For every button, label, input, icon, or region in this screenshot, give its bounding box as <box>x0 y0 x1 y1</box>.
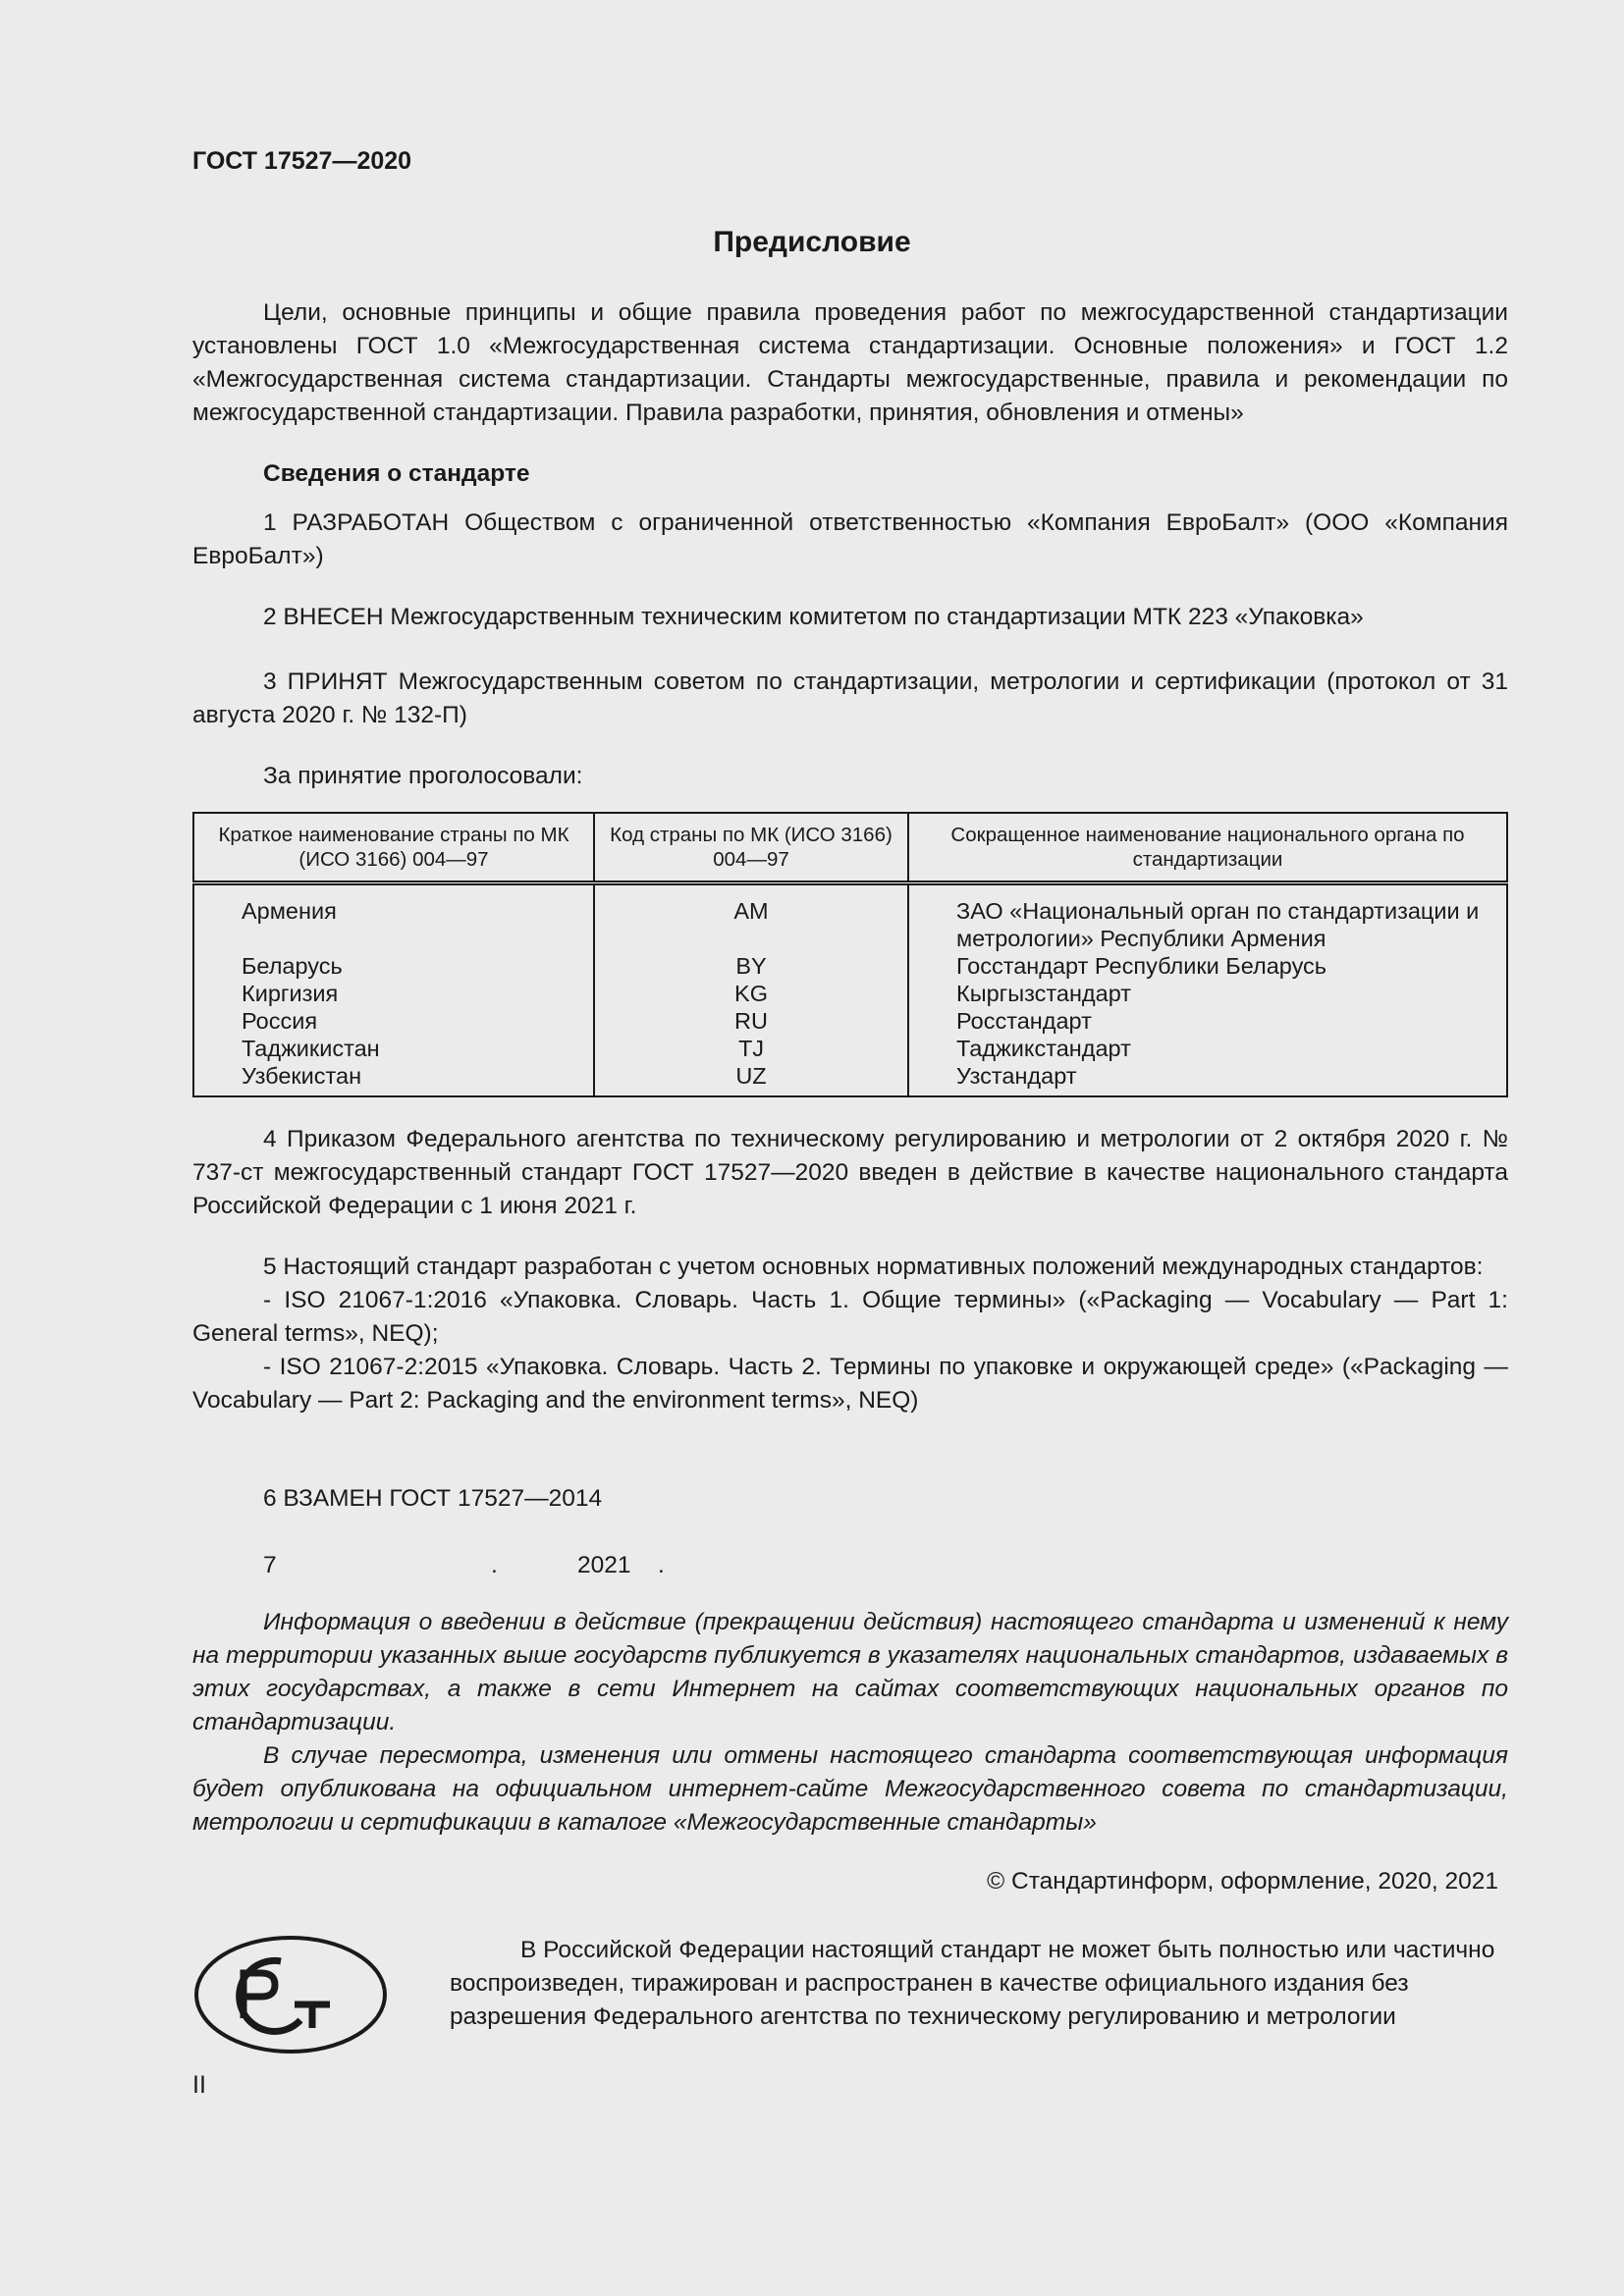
rights-text: В Российской Федерации настоящий стандарт не может быть полностью или частично воспроизведен, тиражирован и распространен в качестве официального издания без разрешения Федерального агентства по техническому регулированию и метрологии <box>450 1937 1495 2030</box>
intro-paragraph <box>192 296 1508 430</box>
table-header-row <box>193 813 1507 883</box>
item-4 <box>192 1123 1508 1223</box>
copyright: © Стандартинформ, оформление, 2020, 2021 <box>987 1868 1498 1895</box>
table-cell-country: Узбекистан <box>193 1062 594 1096</box>
item-6: 6 ВЗАМЕН ГОСТ 17527—2014 <box>263 1485 603 1512</box>
table-cell-body: Узстандарт <box>956 1063 1077 1089</box>
item-3-text: 3 ПРИНЯТ Межгосударственным советом по стандартизации, метрологии и сертификации (протокол от 31 августа 2020 г. № 132-П) <box>192 668 1508 728</box>
table-cell-country: Россия <box>193 1007 594 1035</box>
page-number: II <box>192 2071 206 2099</box>
page-title: Предисловие <box>713 226 911 258</box>
table-cell-code: RU <box>594 1007 908 1035</box>
voting-table <box>192 812 1508 1097</box>
rights-notice <box>450 1934 1508 2034</box>
item-7-year: 2021 <box>577 1552 631 1578</box>
notes-block <box>192 1606 1508 1840</box>
item-1 <box>192 507 1508 573</box>
table-cell-country: Киргизия <box>193 980 594 1007</box>
table-cell-body: Госстандарт Республики Беларусь <box>956 953 1327 979</box>
table-cell-code: AM <box>594 883 908 953</box>
table-header-body: Сокращенное наименование национального органа по стандартизации <box>908 813 1507 883</box>
table-cell-body: Росстандарт <box>956 1008 1092 1034</box>
table-row <box>193 883 1507 953</box>
item-2 <box>192 601 1508 634</box>
item-3 <box>192 666 1508 732</box>
table-cell-body: Кыргызстандарт <box>956 981 1132 1006</box>
document-id: ГОСТ 17527—2020 <box>192 147 412 175</box>
table-cell-body: ЗАО «Национальный орган по стандартизации и метрологии» Республики Армения <box>956 898 1480 951</box>
intro-text: Цели, основные принципы и общие правила проведения работ по межгосударственной стандартизации установлены ГОСТ 1.0 «Межгосударственная система стандартизации. Основные положения» и ГОСТ 1.2 «Межгосударственная система стандартизации. Стандарты межгосударственные, правила и рекомендации по межгосударственной стандартизации. Правила разработки, принятия, обновления и отмены» <box>192 299 1508 426</box>
table-cell-code: TJ <box>594 1035 908 1062</box>
table-row <box>193 1035 1507 1062</box>
table-header-code: Код страны по МК (ИСО 3166) 004—97 <box>594 813 908 883</box>
table-row <box>193 1007 1507 1035</box>
item-7-dot: . <box>491 1552 498 1578</box>
table-cell-code: BY <box>594 952 908 980</box>
item-4-text: 4 Приказом Федерального агентства по техническому регулированию и метрологии от 2 октября 2020 г. № 737-ст межгосударственный стандарт ГОСТ 17527—2020 введен в действие в качестве национального стандарта Российской Федерации с 1 июня 2021 г. <box>192 1126 1508 1219</box>
section-heading: Сведения о стандарте <box>263 460 530 487</box>
item-5-text: 5 Настоящий стандарт разработан с учетом основных нормативных положений международных стандартов: <box>263 1254 1484 1280</box>
table-cell-country: Армения <box>193 883 594 953</box>
table-row <box>193 952 1507 980</box>
table-cell-code: KG <box>594 980 908 1007</box>
item-1-text: 1 РАЗРАБОТАН Обществом с ограниченной ответственностью «Компания ЕвроБалт» (ООО «Компания ЕвроБалт») <box>192 509 1508 569</box>
item-5-ref-2: - ISO 21067-2:2015 «Упаковка. Словарь. Часть 2. Термины по упаковке и окружающей среде» («Packaging — Vocabulary — Part 2: Packaging and the environment terms», NEQ) <box>192 1354 1508 1414</box>
table-cell-country: Беларусь <box>193 952 594 980</box>
table-cell-body: Таджикстандарт <box>956 1036 1131 1061</box>
table-cell-country: Таджикистан <box>193 1035 594 1062</box>
note-publication: Информация о введении в действие (прекращении действия) настоящего стандарта и изменений к нему на территории указанных выше государств публикуется в указателях национальных стандартов, издаваемых в этих государствах, а также в сети Интернет на сайтах соответствующих национальных органов по стандартизации. <box>192 1609 1508 1735</box>
note-revision: В случае пересмотра, изменения или отмены настоящего стандарта соответствующая информация будет опубликована на официальном интернет-сайте Межгосударственного совета по стандартизации, метрологии и сертификации в каталоге «Межгосударственные стандарты» <box>192 1742 1508 1836</box>
table-row <box>193 980 1507 1007</box>
item-2-text: 2 ВНЕСЕН Межгосударственным техническим комитетом по стандартизации МТК 223 «Упаковка» <box>263 604 1364 630</box>
voted-label: За принятие проголосовали: <box>263 763 583 789</box>
table-row <box>193 1062 1507 1096</box>
table-cell-code: UZ <box>594 1062 908 1096</box>
table-header-country: Краткое наименование страны по МК (ИСО 3166) 004—97 <box>193 813 594 883</box>
item-5 <box>192 1251 1508 1417</box>
item-5-ref-1: - ISO 21067-1:2016 «Упаковка. Словарь. Часть 1. Общие термины» («Packaging — Vocabulary — Part 1: General terms», NEQ); <box>192 1287 1508 1347</box>
rst-certification-mark-icon <box>192 1934 389 2060</box>
item-7-end: . <box>658 1552 665 1578</box>
item-7-number: 7 <box>263 1552 277 1578</box>
